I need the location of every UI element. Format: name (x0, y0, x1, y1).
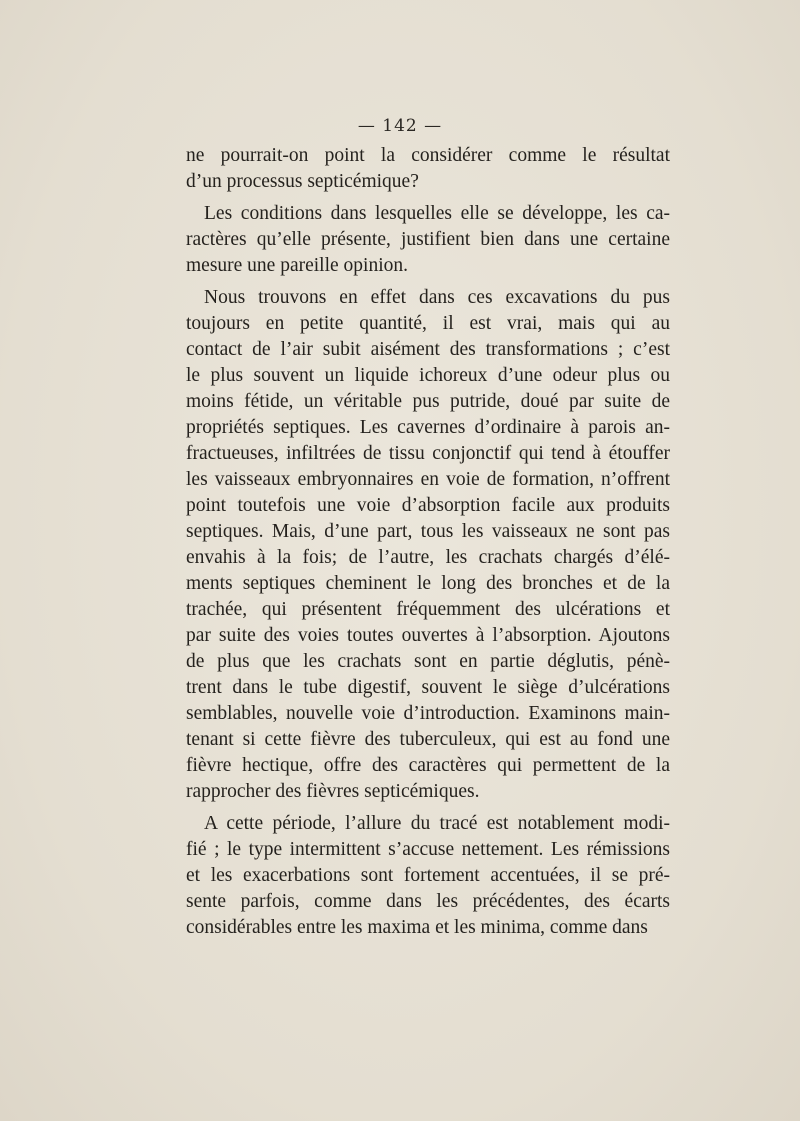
text-line: point toutefois une voie d’absorption facile aux produits (186, 495, 670, 516)
text-line: et les exacerbations sont fortement accentuées, il se pré- (186, 865, 670, 886)
text-line: fièvre hectique, offre des caractères qui permettent de la (186, 755, 670, 776)
text-line: Nous trouvons en effet dans ces excavations du pus (204, 287, 670, 308)
text-line: propriétés septiques. Les cavernes d’ordinaire à parois an- (186, 417, 670, 438)
text-line: moins fétide, un véritable pus putride, doué par suite de (186, 391, 670, 412)
text-line: semblables, nouvelle voie d’introduction. Examinons main- (186, 703, 670, 724)
text-line: par suite des voies toutes ouvertes à l’absorption. Ajoutons (186, 625, 670, 646)
text-line: trent dans le tube digestif, souvent le siège d’ulcérations (186, 677, 670, 698)
text-line: d’un processus septicémique? (186, 171, 419, 192)
paragraph (186, 201, 670, 279)
text-line: tenant si cette fièvre des tuberculeux, qui est au fond une (186, 729, 670, 750)
text-line: contact de l’air subit aisément des transformations ; c’est (186, 339, 670, 360)
text-line: envahis à la fois; de l’autre, les crachats chargés d’élé- (186, 547, 670, 568)
text-line: fié ; le type intermittent s’accuse nettement. Les rémissions (186, 839, 670, 860)
page-number: — 142 — (357, 116, 443, 136)
paragraph (186, 811, 670, 941)
paragraph (186, 285, 670, 805)
text-line: de plus que les crachats sont en partie déglutis, pénè- (186, 651, 670, 672)
text-line: ments septiques cheminent le long des bronches et de la (186, 573, 670, 594)
text-line: toujours en petite quantité, il est vrai, mais qui au (186, 313, 670, 334)
text-line: rapprocher des fièvres septicémiques. (186, 781, 480, 802)
text-line: sente parfois, comme dans les précédentes, des écarts (186, 891, 670, 912)
paragraph (186, 143, 670, 195)
text-line: les vaisseaux embryonnaires en voie de formation, n’offrent (186, 469, 670, 490)
text-line: Les conditions dans lesquelles elle se développe, les ca- (204, 203, 670, 224)
body-text (186, 143, 670, 947)
text-line: considérables entre les maxima et les minima, comme dans (186, 917, 648, 938)
text-line: septiques. Mais, d’une part, tous les vaisseaux ne sont pas (186, 521, 670, 542)
text-line: le plus souvent un liquide ichoreux d’une odeur plus ou (186, 365, 670, 386)
text-line: fractueuses, infiltrées de tissu conjonctif qui tend à étouffer (186, 443, 670, 464)
text-line: ractères qu’elle présente, justifient bien dans une certaine (186, 229, 670, 250)
text-line: A cette période, l’allure du tracé est notablement modi- (204, 813, 670, 834)
text-line: ne pourrait-on point la considérer comme le résultat (186, 145, 670, 166)
text-line: trachée, qui présentent fréquemment des ulcérations et (186, 599, 670, 620)
text-line: mesure une pareille opinion. (186, 255, 409, 276)
